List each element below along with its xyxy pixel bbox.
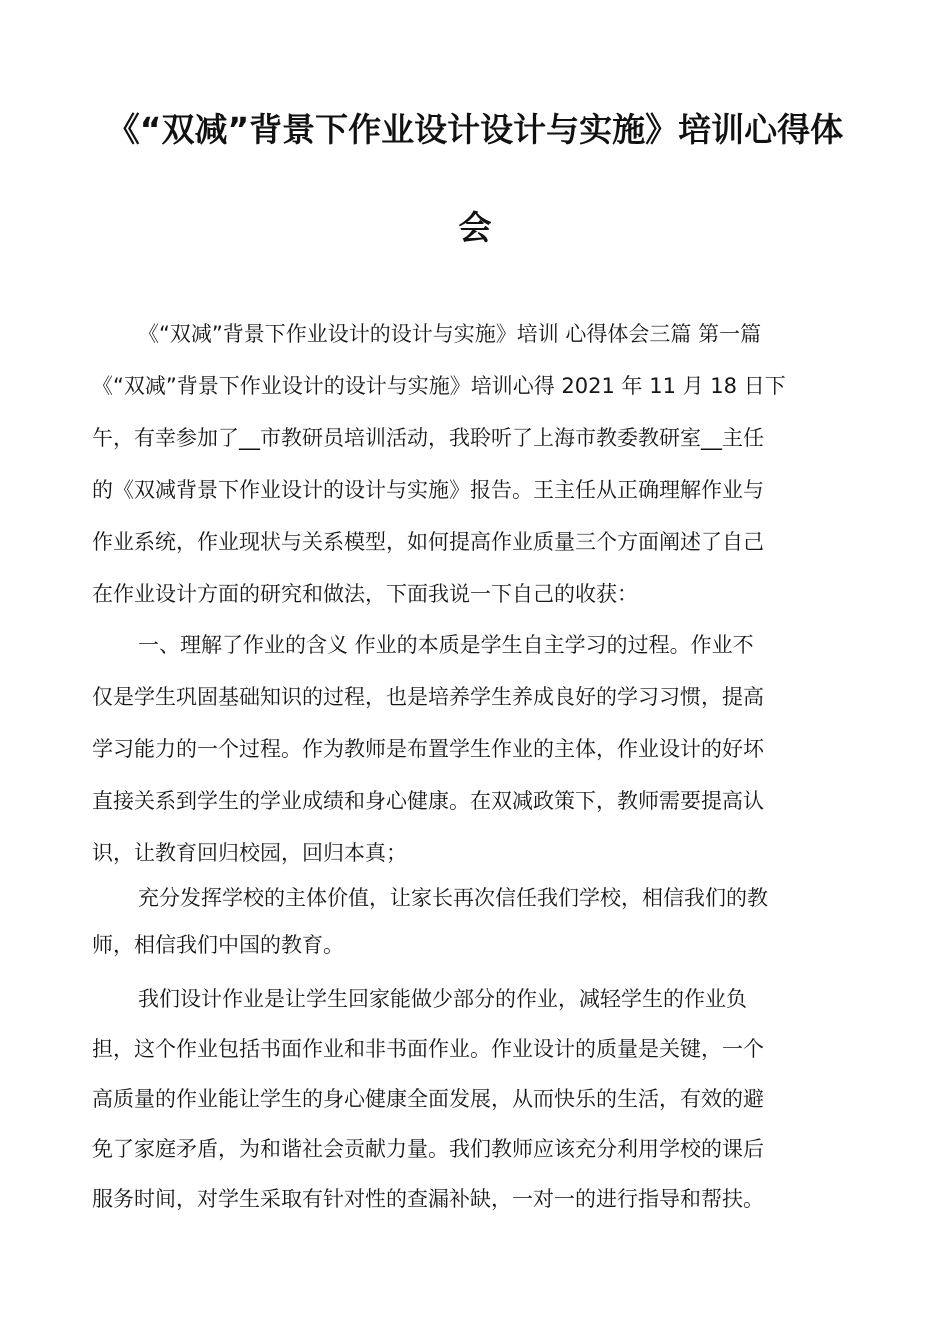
paragraph-line-2: 《“双减”背景下作业设计的设计与实施》培训心得 2021 年 11 月 18 日下 xyxy=(92,374,786,398)
paragraph-line-8: 仅是学生巩固基础知识的过程，也是培养学生养成良好的学习习惯，提高 xyxy=(92,685,764,709)
paragraph-line-16: 高质量的作业能让学生的身心健康全面发展，从而快乐的生活，有效的避 xyxy=(92,1087,764,1111)
paragraph-line-4: 的《双减背景下作业设计的设计与实施》报告。王主任从正确理解作业与 xyxy=(92,478,764,502)
paragraph-line-9: 学习能力的一个过程。作为教师是布置学生作业的主体，作业设计的好坏 xyxy=(92,737,764,761)
paragraph-line-10: 直接关系到学生的学业成绩和身心健康。在双减政策下，教师需要提高认 xyxy=(92,789,764,813)
document-title-line-1: 《“双减”背景下作业设计设计与实施》培训心得体 xyxy=(106,110,844,149)
document-title-line-2: 会 xyxy=(458,208,492,247)
paragraph-line-1: 《“双减”背景下作业设计的设计与实施》培训 心得体会三篇 第一篇 xyxy=(138,322,762,346)
paragraph-line-7: 一、理解了作业的含义 作业的本质是学生自主学习的过程。作业不 xyxy=(138,633,754,657)
paragraph-line-17: 免了家庭矛盾，为和谐社会贡献力量。我们教师应该充分利用学校的课后 xyxy=(92,1137,764,1161)
paragraph-line-15: 担，这个作业包括书面作业和非书面作业。作业设计的质量是关键，一个 xyxy=(92,1037,764,1061)
paragraph-line-14: 我们设计作业是让学生回家能做少部分的作业，减轻学生的作业负 xyxy=(138,987,747,1011)
paragraph-line-6: 在作业设计方面的研究和做法，下面我说一下自己的收获： xyxy=(92,582,638,606)
paragraph-line-11: 识，让教育回归校园，回归本真； xyxy=(92,841,407,865)
paragraph-line-5: 作业系统，作业现状与关系模型，如何提高作业质量三个方面阐述了自己 xyxy=(92,530,764,554)
paragraph-line-12: 充分发挥学校的主体价值，让家长再次信任我们学校，相信我们的教 xyxy=(138,886,768,910)
paragraph-line-13: 师，相信我们中国的教育。 xyxy=(92,933,344,957)
paragraph-line-3: 午，有幸参加了__市教研员培训活动，我聆听了上海市教委教研室__主任 xyxy=(92,426,764,450)
paragraph-line-18: 服务时间，对学生采取有针对性的查漏补缺，一对一的进行指导和帮扶。 xyxy=(92,1187,764,1211)
